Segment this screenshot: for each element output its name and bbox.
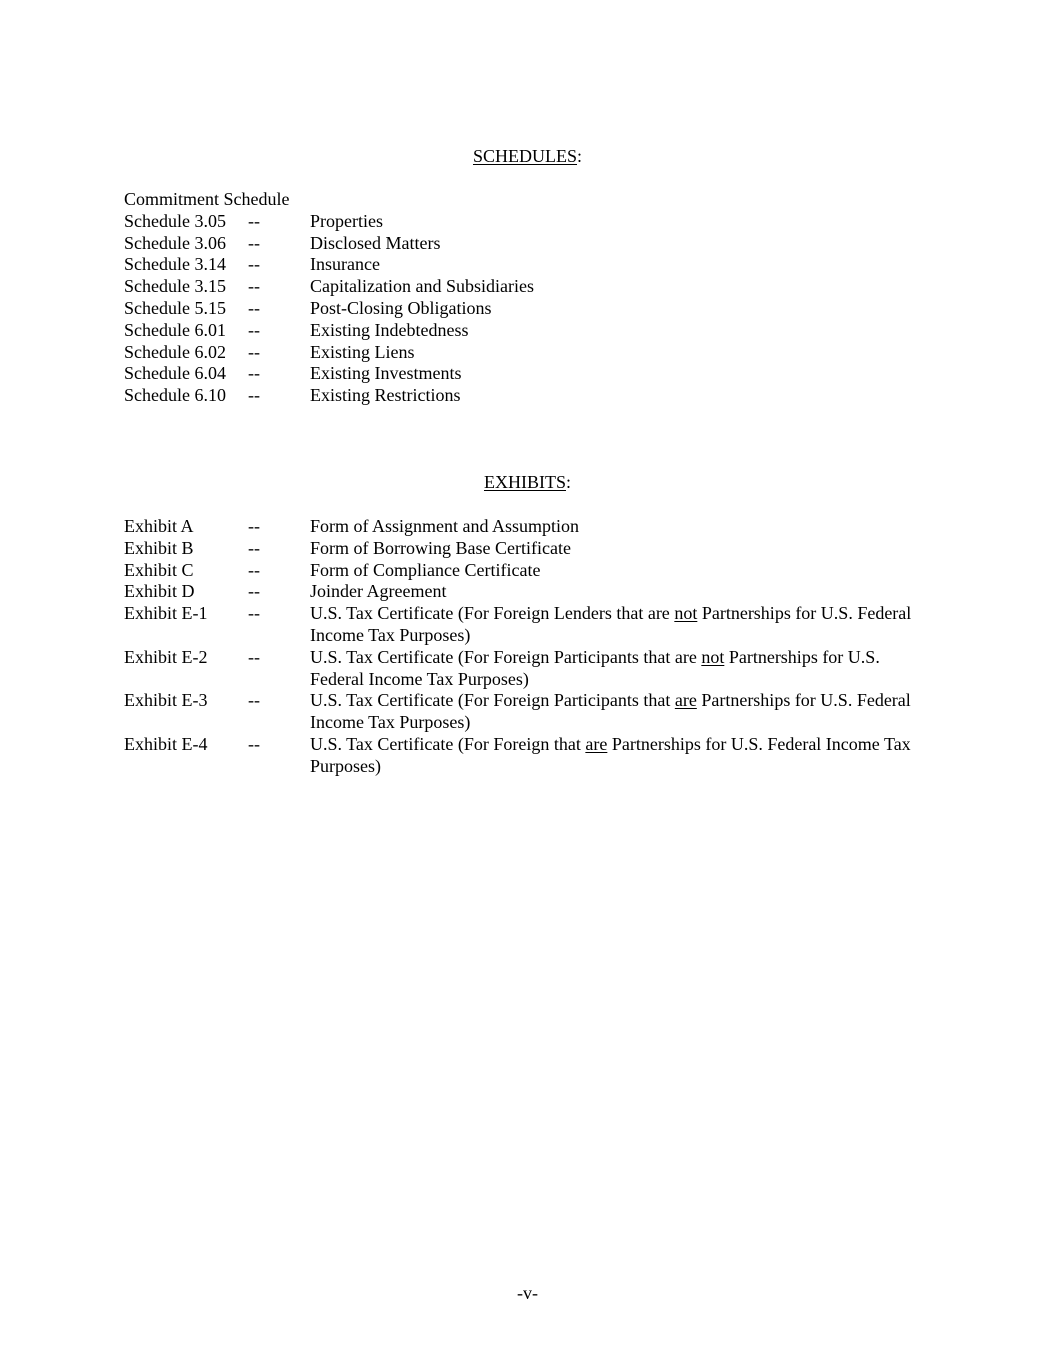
schedule-description: Properties	[310, 210, 383, 231]
schedule-description: Disclosed Matters	[310, 232, 441, 253]
exhibit-description-text: Partnerships for U.S. Federal Income Tax Purposes)	[310, 690, 911, 733]
schedules-heading-colon: :	[577, 146, 583, 166]
schedule-description: Post-Closing Obligations	[310, 297, 492, 318]
exhibit-description	[310, 690, 924, 734]
schedule-row	[124, 276, 924, 298]
schedule-description: Existing Liens	[310, 341, 415, 362]
commitment-schedule-label: Commitment Schedule	[124, 189, 290, 209]
exhibit-label: Exhibit D	[124, 581, 195, 602]
schedule-separator: --	[248, 341, 260, 362]
schedule-row	[124, 363, 924, 385]
schedule-label: Schedule 3.05	[124, 210, 226, 231]
exhibit-separator: --	[248, 559, 260, 580]
schedule-label: Schedule 6.02	[124, 341, 226, 362]
exhibit-separator: --	[248, 603, 260, 624]
exhibit-separator: --	[248, 690, 260, 711]
schedule-label: Schedule 5.15	[124, 297, 226, 318]
exhibit-separator: --	[248, 646, 260, 667]
schedules-heading	[0, 146, 1055, 168]
schedules-heading-text: SCHEDULES	[472, 146, 577, 166]
exhibit-row	[124, 734, 924, 778]
schedule-row	[124, 320, 924, 342]
exhibits-list	[124, 516, 924, 778]
schedule-row	[124, 385, 924, 407]
exhibit-description-underlined: are	[585, 733, 608, 754]
exhibit-row	[124, 603, 924, 647]
exhibit-description-underlined: not	[701, 646, 725, 667]
schedule-row	[124, 233, 924, 255]
schedule-description: Existing Restrictions	[310, 385, 461, 406]
exhibit-description-text: U.S. Tax Certificate (For Foreign Lenders that are	[310, 603, 675, 624]
exhibit-label: Exhibit E-4	[124, 733, 208, 754]
exhibit-label: Exhibit B	[124, 537, 194, 558]
exhibit-separator: --	[248, 733, 260, 754]
exhibit-label: Exhibit A	[124, 516, 194, 536]
exhibits-heading	[0, 472, 1055, 494]
schedule-description: Existing Investments	[310, 363, 462, 384]
exhibit-row	[124, 538, 924, 560]
commitment-schedule-row	[124, 189, 924, 211]
schedule-separator: --	[248, 385, 260, 406]
exhibit-description: Form of Borrowing Base Certificate	[310, 537, 571, 558]
exhibit-description: Form of Assignment and Assumption	[310, 516, 580, 536]
exhibit-label: Exhibit E-1	[124, 603, 208, 624]
schedule-separator: --	[248, 297, 260, 318]
exhibit-separator: --	[248, 537, 260, 558]
schedule-label: Schedule 6.04	[124, 363, 226, 384]
exhibit-description-text: Partnerships for U.S. Federal Income Tax Purposes)	[310, 646, 880, 689]
schedule-separator: --	[248, 254, 260, 275]
exhibit-description	[310, 603, 924, 647]
schedule-description: Capitalization and Subsidiaries	[310, 276, 534, 297]
exhibit-separator: --	[248, 516, 260, 536]
exhibit-label: Exhibit E-3	[124, 690, 208, 711]
schedule-label: Schedule 6.01	[124, 319, 226, 340]
schedule-label: Schedule 3.14	[124, 254, 226, 275]
exhibit-row	[124, 581, 924, 603]
schedule-label: Schedule 3.15	[124, 276, 226, 297]
exhibit-description: Form of Compliance Certificate	[310, 559, 541, 580]
schedule-separator: --	[248, 319, 260, 340]
exhibit-label: Exhibit C	[124, 559, 194, 580]
schedule-description: Existing Indebtedness	[310, 319, 469, 340]
schedule-separator: --	[248, 363, 260, 384]
exhibits-heading-colon: :	[565, 472, 571, 492]
schedule-separator: --	[248, 210, 260, 231]
exhibit-description-underlined: are	[674, 690, 697, 711]
exhibit-description-underlined: not	[674, 603, 698, 624]
schedule-separator: --	[248, 232, 260, 253]
exhibit-label: Exhibit E-2	[124, 646, 208, 667]
schedule-label: Schedule 3.06	[124, 232, 226, 253]
exhibit-separator: --	[248, 581, 260, 602]
exhibit-description	[310, 647, 924, 691]
exhibit-row	[124, 690, 924, 734]
schedule-row	[124, 298, 924, 320]
schedule-separator: --	[248, 276, 260, 297]
exhibit-description-text: U.S. Tax Certificate (For Foreign Participants that are	[310, 646, 702, 667]
exhibit-row	[124, 516, 924, 538]
schedule-description: Insurance	[310, 254, 380, 275]
exhibit-description-text: U.S. Tax Certificate (For Foreign that	[310, 733, 586, 754]
exhibit-description: Joinder Agreement	[310, 581, 447, 602]
exhibits-heading-text: EXHIBITS	[483, 472, 566, 492]
exhibit-description	[310, 734, 924, 778]
exhibit-description-text: Partnerships for U.S. Federal Income Tax Purposes)	[310, 603, 912, 645]
schedule-row	[124, 211, 924, 233]
page-number: -v-	[517, 1283, 538, 1303]
schedule-label: Schedule 6.10	[124, 385, 226, 406]
exhibit-row	[124, 647, 924, 691]
schedules-list	[124, 189, 924, 407]
exhibit-description-text: U.S. Tax Certificate (For Foreign Participants that	[310, 690, 675, 711]
schedule-row	[124, 342, 924, 364]
exhibit-row	[124, 560, 924, 582]
exhibit-description-text: Partnerships for U.S. Federal Income Tax Purposes)	[310, 733, 911, 776]
schedule-row	[124, 254, 924, 276]
